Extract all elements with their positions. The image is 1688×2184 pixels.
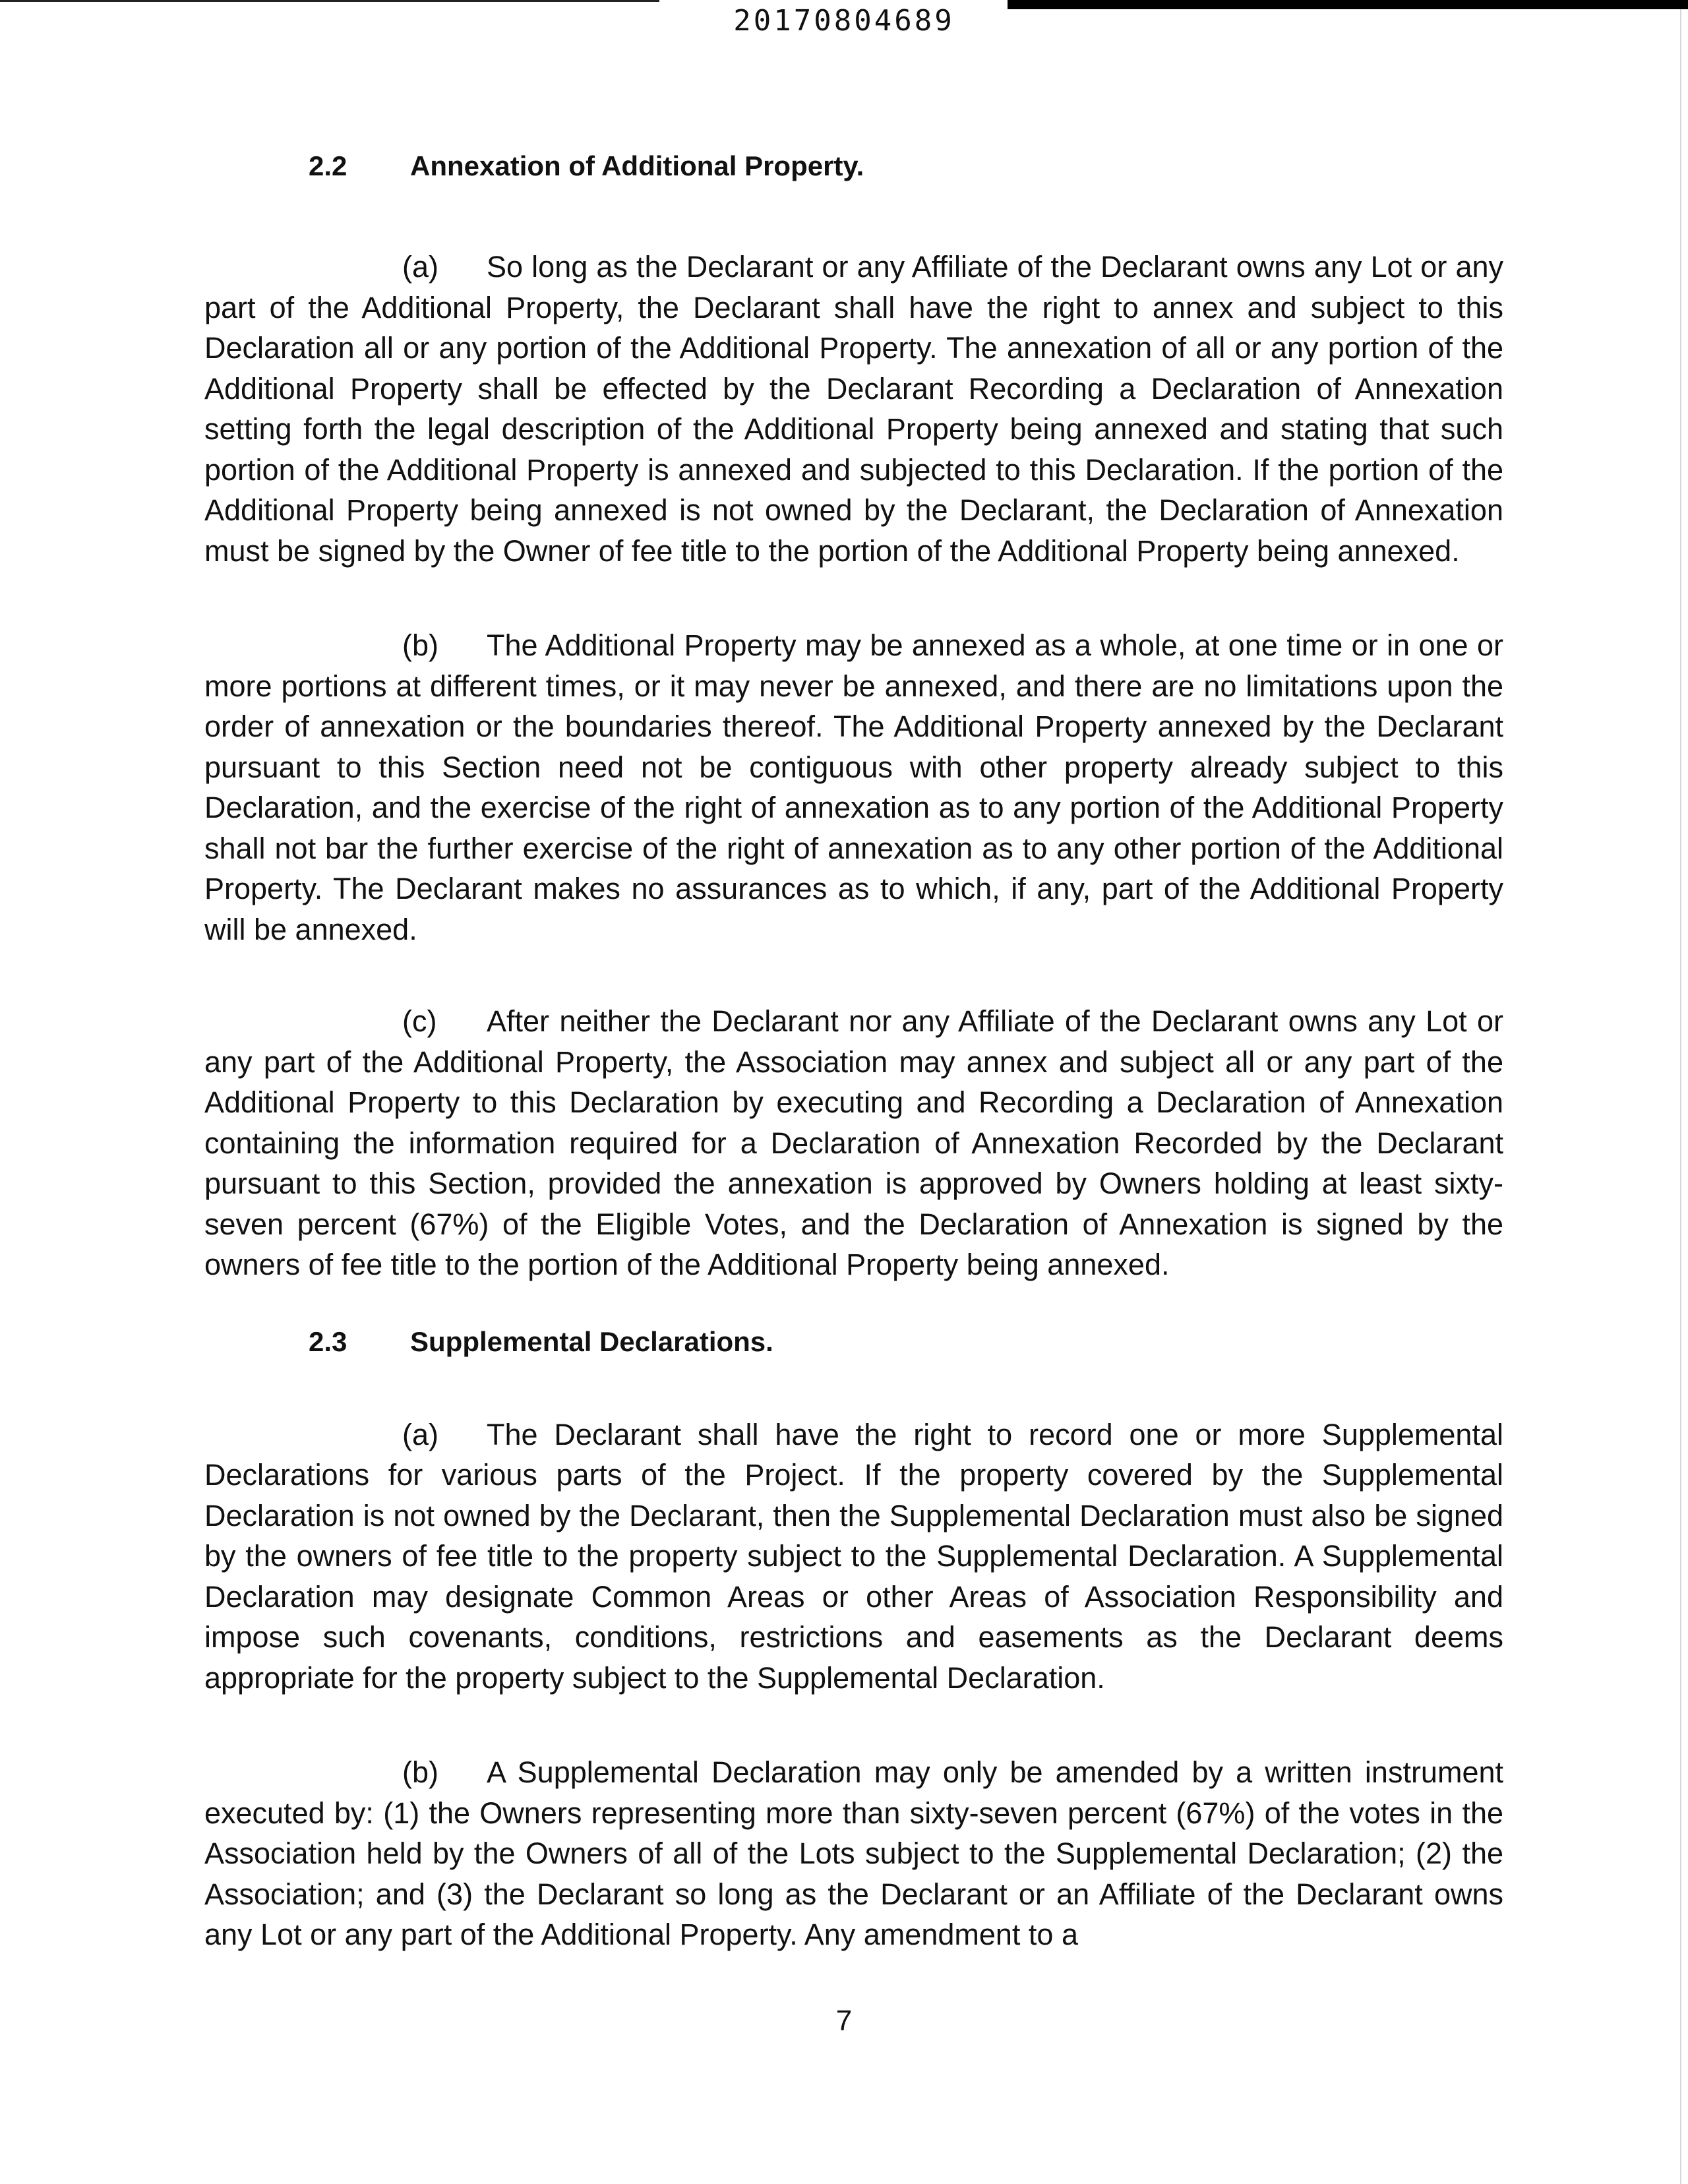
paragraph-label: (a) (402, 1417, 438, 1451)
paragraph-2-2-b (204, 625, 1503, 950)
paragraph-text: After neither the Declarant nor any Affiliate of the Declarant owns any Lot or any part of the Additional Property, the Association may annex and subject all or any part of the Additional Property to this Declaration by executing and Recording a Declaration of Annexation containing the information required for a Declaration of Annexation Recorded by the Declarant pursuant to this Section, provided the annexation is approved by Owners holding at least sixty-seven percent (67%) of the Eligible Votes, and the Declaration of Annexation is signed by the owners of fee title to the portion of the Additional Property being annexed. (204, 1004, 1503, 1281)
recording-number: 20170804689 (733, 4, 955, 38)
paragraph-label: (c) (402, 1004, 437, 1038)
paragraph-2-2-a (204, 247, 1503, 571)
paragraph-label: (b) (402, 1755, 438, 1789)
paragraph-text: So long as the Declarant or any Affiliate of the Declarant owns any Lot or any part of the Additional Property, the Declarant shall have the right to annex and subject to this Declaration all or any portion of the Additional Property. The annexation of all or any portion of the Additional Property shall be effected by the Declarant Recording a Declaration of Annexation setting forth the legal description of the Additional Property being annexed and stating that such portion of the Additional Property is annexed and subjected to this Declaration. If the portion of the Additional Property being annexed is not owned by the Declarant, the Declaration of Annexation must be signed by the Owner of fee title to the portion of the Additional Property being annexed. (204, 250, 1503, 568)
paragraph-text: A Supplemental Declaration may only be amended by a written instrument executed by: (1) the Owners representing more than sixty-seven percent (67%) of the votes in the Association held by the Owners of all of the Lots subject to the Supplemental Declaration; (2) the Association; and (3) the Declarant so long as the Declarant or an Affiliate of the Declarant owns any Lot or any part of the Additional Property. Any amendment to a (204, 1755, 1503, 1951)
paragraph-text: The Declarant shall have the right to record one or more Supplemental Declarations for various parts of the Project. If the property covered by the Supplemental Declaration is not owned by the Declarant, then the Supplemental Declaration must also be signed by the owners of fee title to the property subject to the Supplemental Declaration. A Supplemental Declaration may designate Common Areas or other Areas of Association Responsibility and impose such covenants, conditions, restrictions and easements as the Declarant deems appropriate for the property subject to the Supplemental Declaration. (204, 1417, 1503, 1695)
scan-edge-right (1680, 9, 1681, 2184)
section-number: 2.3 (309, 1325, 347, 1357)
document-body (204, 150, 1503, 1955)
scan-edge-line-left (0, 0, 659, 2)
section-title: Annexation of Additional Property. (410, 150, 864, 181)
paragraph-label: (a) (402, 250, 438, 284)
section-title: Supplemental Declarations. (410, 1325, 773, 1357)
section-number: 2.2 (309, 150, 347, 181)
paragraph-2-2-c (204, 1001, 1503, 1285)
section-2-2-heading (204, 150, 1503, 182)
paragraph-2-3-a (204, 1414, 1503, 1699)
section-2-3-heading (204, 1326, 1503, 1358)
paragraph-text: The Additional Property may be annexed as a whole, at one time or in one or more portions at different times, or it may never be annexed, and there are no limitations upon the order of annexation or the boundaries thereof. The Additional Property annexed by the Declarant pursuant to this Section need not be contiguous with other property already subject to this Declaration, and the exercise of the right of annexation as to any portion of the Additional Property shall not bar the further exercise of the right of annexation as to any other portion of the Additional Property. The Declarant makes no assurances as to which, if any, part of the Additional Property will be annexed. (204, 628, 1503, 946)
paragraph-label: (b) (402, 628, 438, 662)
paragraph-2-3-b (204, 1752, 1503, 1955)
page-number: 7 (835, 2005, 853, 2037)
